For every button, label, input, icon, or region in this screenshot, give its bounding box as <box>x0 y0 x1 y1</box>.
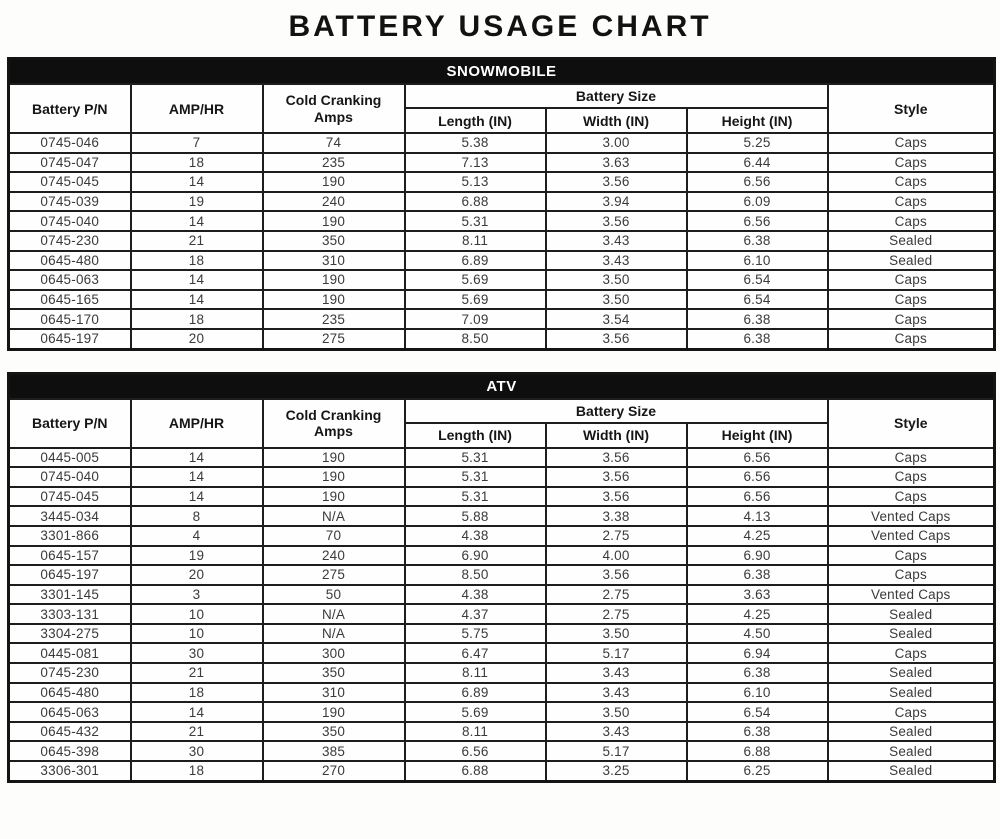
atv-table-body <box>9 448 995 782</box>
table-cell: 0745-230 <box>9 663 131 683</box>
table-cell: Vented Caps <box>828 506 995 526</box>
table-row <box>9 585 995 605</box>
table-cell: 4.38 <box>405 585 546 605</box>
table-cell: 74 <box>263 133 405 153</box>
table-cell: 3.43 <box>546 663 687 683</box>
table-cell: 3.25 <box>546 761 687 781</box>
table-cell: 18 <box>131 153 263 173</box>
snowmobile-table <box>7 57 996 351</box>
table-cell: 6.88 <box>405 761 546 781</box>
table-row <box>9 506 995 526</box>
table-cell: 8.50 <box>405 565 546 585</box>
col-header-width: Width (IN) <box>546 423 687 448</box>
table-cell: Sealed <box>828 251 995 271</box>
table-cell: 3.54 <box>546 309 687 329</box>
table-cell: 3.43 <box>546 251 687 271</box>
table-cell: 0645-398 <box>9 741 131 761</box>
table-cell: 240 <box>263 192 405 212</box>
table-cell: 14 <box>131 487 263 507</box>
table-cell: 10 <box>131 624 263 644</box>
col-header-cold-cranking-amps: Cold Cranking Amps <box>263 84 405 133</box>
table-cell: 3.56 <box>546 329 687 349</box>
table-cell: Caps <box>828 546 995 566</box>
table-cell: Sealed <box>828 231 995 251</box>
table-cell: 190 <box>263 290 405 310</box>
table-row <box>9 546 995 566</box>
table-row <box>9 663 995 683</box>
table-cell: Caps <box>828 211 995 231</box>
table-cell: 0745-230 <box>9 231 131 251</box>
table-cell: 5.88 <box>405 506 546 526</box>
table-cell: 6.56 <box>687 467 828 487</box>
table-cell: 235 <box>263 309 405 329</box>
table-cell: 6.38 <box>687 231 828 251</box>
col-header-style: Style <box>828 399 995 448</box>
table-cell: 4.00 <box>546 546 687 566</box>
table-cell: 21 <box>131 663 263 683</box>
table-cell: 0745-045 <box>9 487 131 507</box>
table-cell: 6.94 <box>687 643 828 663</box>
table-cell: 3.50 <box>546 290 687 310</box>
table-row <box>9 761 995 781</box>
table-cell: 275 <box>263 565 405 585</box>
table-cell: 190 <box>263 702 405 722</box>
table-cell: 350 <box>263 722 405 742</box>
table-cell: 6.09 <box>687 192 828 212</box>
table-cell: 190 <box>263 211 405 231</box>
table-cell: Vented Caps <box>828 585 995 605</box>
table-cell: 6.54 <box>687 290 828 310</box>
table-cell: 3303-131 <box>9 604 131 624</box>
table-cell: 275 <box>263 329 405 349</box>
table-cell: 8.11 <box>405 231 546 251</box>
table-cell: 5.31 <box>405 467 546 487</box>
table-cell: 3445-034 <box>9 506 131 526</box>
page-title: BATTERY USAGE CHART <box>288 10 712 43</box>
table-cell: 3.56 <box>546 172 687 192</box>
table-cell: N/A <box>263 624 405 644</box>
table-cell: Sealed <box>828 604 995 624</box>
table-row <box>9 526 995 546</box>
table-cell: 235 <box>263 153 405 173</box>
col-header-length: Length (IN) <box>405 423 546 448</box>
table-row <box>9 172 995 192</box>
table-cell: 6.44 <box>687 153 828 173</box>
table-cell: N/A <box>263 604 405 624</box>
table-cell: 0745-045 <box>9 172 131 192</box>
atv-header-row-top <box>9 399 995 423</box>
table-cell: Sealed <box>828 722 995 742</box>
table-cell: 5.69 <box>405 702 546 722</box>
table-cell: 3.63 <box>546 153 687 173</box>
table-cell: 4.37 <box>405 604 546 624</box>
table-cell: 0445-005 <box>9 448 131 468</box>
table-cell: 7.09 <box>405 309 546 329</box>
table-row <box>9 153 995 173</box>
table-cell: 20 <box>131 565 263 585</box>
table-cell: 3.43 <box>546 231 687 251</box>
table-cell: 3301-866 <box>9 526 131 546</box>
table-row <box>9 251 995 271</box>
table-cell: 8.11 <box>405 663 546 683</box>
table-cell: 19 <box>131 546 263 566</box>
table-cell: Sealed <box>828 741 995 761</box>
table-cell: 30 <box>131 741 263 761</box>
table-cell: 6.89 <box>405 683 546 703</box>
col-header-cold-cranking-amps: Cold Cranking Amps <box>263 399 405 448</box>
table-cell: 21 <box>131 231 263 251</box>
table-cell: 190 <box>263 448 405 468</box>
table-cell: 20 <box>131 329 263 349</box>
table-cell: 3.56 <box>546 448 687 468</box>
table-cell: Sealed <box>828 683 995 703</box>
table-cell: Caps <box>828 329 995 349</box>
table-row <box>9 722 995 742</box>
table-cell: 5.13 <box>405 172 546 192</box>
table-cell: Caps <box>828 133 995 153</box>
table-cell: 190 <box>263 487 405 507</box>
table-cell: 0745-047 <box>9 153 131 173</box>
table-cell: Caps <box>828 448 995 468</box>
table-cell: 14 <box>131 290 263 310</box>
table-cell: 14 <box>131 448 263 468</box>
table-cell: 4.13 <box>687 506 828 526</box>
table-cell: 3 <box>131 585 263 605</box>
table-cell: 0645-157 <box>9 546 131 566</box>
table-cell: 3.94 <box>546 192 687 212</box>
table-row <box>9 270 995 290</box>
table-row <box>9 702 995 722</box>
table-cell: 3.00 <box>546 133 687 153</box>
tables-container <box>7 57 993 783</box>
table-cell: 0445-081 <box>9 643 131 663</box>
col-header-height: Height (IN) <box>687 423 828 448</box>
table-row <box>9 487 995 507</box>
col-header-amp-hr: AMP/HR <box>131 84 263 133</box>
table-cell: 0645-197 <box>9 565 131 585</box>
table-cell: 3.50 <box>546 624 687 644</box>
table-cell: 385 <box>263 741 405 761</box>
table-cell: 190 <box>263 270 405 290</box>
table-cell: 6.90 <box>687 546 828 566</box>
table-cell: 5.69 <box>405 290 546 310</box>
table-cell: 3.43 <box>546 683 687 703</box>
table-cell: 3.56 <box>546 487 687 507</box>
table-row <box>9 231 995 251</box>
snowmobile-table-body <box>9 133 995 349</box>
table-cell: 4.38 <box>405 526 546 546</box>
table-cell: Caps <box>828 192 995 212</box>
table-cell: 8.50 <box>405 329 546 349</box>
table-cell: 6.56 <box>405 741 546 761</box>
table-cell: 30 <box>131 643 263 663</box>
table-cell: 14 <box>131 702 263 722</box>
table-cell: 5.17 <box>546 741 687 761</box>
table-cell: 18 <box>131 761 263 781</box>
table-cell: 5.31 <box>405 448 546 468</box>
table-row <box>9 467 995 487</box>
table-cell: 0645-480 <box>9 251 131 271</box>
col-header-width: Width (IN) <box>546 108 687 133</box>
table-cell: 19 <box>131 192 263 212</box>
table-cell: 10 <box>131 604 263 624</box>
table-cell: 240 <box>263 546 405 566</box>
table-cell: Caps <box>828 309 995 329</box>
table-cell: Vented Caps <box>828 526 995 546</box>
snowmobile-band-row <box>9 59 995 85</box>
table-cell: 6.88 <box>687 741 828 761</box>
table-row <box>9 683 995 703</box>
table-cell: 6.38 <box>687 722 828 742</box>
table-cell: 300 <box>263 643 405 663</box>
table-cell: 0645-063 <box>9 702 131 722</box>
table-cell: 0645-197 <box>9 329 131 349</box>
table-cell: 6.88 <box>405 192 546 212</box>
table-row <box>9 448 995 468</box>
table-cell: 3.38 <box>546 506 687 526</box>
table-cell: 310 <box>263 683 405 703</box>
table-cell: 5.38 <box>405 133 546 153</box>
table-row <box>9 290 995 310</box>
table-cell: 6.38 <box>687 329 828 349</box>
table-row <box>9 211 995 231</box>
col-header-battery-pn: Battery P/N <box>9 84 131 133</box>
table-cell: Caps <box>828 153 995 173</box>
table-cell: 2.75 <box>546 526 687 546</box>
table-row <box>9 643 995 663</box>
table-cell: 0745-040 <box>9 211 131 231</box>
table-cell: 0745-046 <box>9 133 131 153</box>
table-cell: 2.75 <box>546 585 687 605</box>
col-header-battery-size: Battery Size <box>405 84 828 108</box>
table-row <box>9 309 995 329</box>
atv-table <box>7 372 996 783</box>
col-header-length: Length (IN) <box>405 108 546 133</box>
table-cell: 5.69 <box>405 270 546 290</box>
table-cell: 50 <box>263 585 405 605</box>
table-cell: 6.25 <box>687 761 828 781</box>
table-cell: 18 <box>131 309 263 329</box>
table-cell: 6.56 <box>687 487 828 507</box>
table-cell: 3.63 <box>687 585 828 605</box>
table-cell: 6.38 <box>687 309 828 329</box>
table-cell: 2.75 <box>546 604 687 624</box>
table-cell: 7.13 <box>405 153 546 173</box>
table-cell: Caps <box>828 290 995 310</box>
table-cell: Caps <box>828 702 995 722</box>
table-cell: Sealed <box>828 761 995 781</box>
table-cell: Caps <box>828 172 995 192</box>
col-header-style: Style <box>828 84 995 133</box>
snowmobile-table-title: SNOWMOBILE <box>9 59 995 85</box>
table-cell: 0645-480 <box>9 683 131 703</box>
table-cell: 270 <box>263 761 405 781</box>
table-cell: 350 <box>263 663 405 683</box>
col-header-height: Height (IN) <box>687 108 828 133</box>
table-cell: 14 <box>131 211 263 231</box>
col-header-battery-size: Battery Size <box>405 399 828 423</box>
table-cell: 3.56 <box>546 211 687 231</box>
table-row <box>9 741 995 761</box>
atv-band-row <box>9 373 995 399</box>
table-cell: 5.75 <box>405 624 546 644</box>
table-cell: 21 <box>131 722 263 742</box>
table-cell: 6.56 <box>687 172 828 192</box>
table-cell: 6.10 <box>687 251 828 271</box>
table-cell: 0745-040 <box>9 467 131 487</box>
table-cell: Caps <box>828 565 995 585</box>
table-cell: Sealed <box>828 663 995 683</box>
table-row <box>9 133 995 153</box>
table-cell: 4.50 <box>687 624 828 644</box>
table-cell: 6.56 <box>687 211 828 231</box>
table-cell: 5.31 <box>405 487 546 507</box>
table-cell: 5.31 <box>405 211 546 231</box>
table-row <box>9 604 995 624</box>
col-header-amp-hr: AMP/HR <box>131 399 263 448</box>
table-cell: Caps <box>828 270 995 290</box>
table-cell: 3.50 <box>546 270 687 290</box>
table-cell: 0645-165 <box>9 290 131 310</box>
table-cell: 0645-432 <box>9 722 131 742</box>
table-cell: 8 <box>131 506 263 526</box>
table-cell: 14 <box>131 467 263 487</box>
atv-table-title: ATV <box>9 373 995 399</box>
table-cell: 5.17 <box>546 643 687 663</box>
table-cell: 6.38 <box>687 663 828 683</box>
table-cell: Sealed <box>828 624 995 644</box>
table-cell: 0645-063 <box>9 270 131 290</box>
table-row <box>9 624 995 644</box>
table-cell: 4.25 <box>687 604 828 624</box>
table-cell: 6.89 <box>405 251 546 271</box>
table-cell: 5.25 <box>687 133 828 153</box>
table-cell: 6.54 <box>687 270 828 290</box>
table-cell: 6.38 <box>687 565 828 585</box>
table-cell: 3306-301 <box>9 761 131 781</box>
table-cell: 3304-275 <box>9 624 131 644</box>
table-cell: 3.56 <box>546 467 687 487</box>
table-cell: 3.56 <box>546 565 687 585</box>
table-cell: 6.56 <box>687 448 828 468</box>
table-cell: Caps <box>828 487 995 507</box>
table-cell: 3.50 <box>546 702 687 722</box>
table-cell: 6.54 <box>687 702 828 722</box>
table-cell: 4.25 <box>687 526 828 546</box>
table-cell: 6.10 <box>687 683 828 703</box>
table-cell: 0645-170 <box>9 309 131 329</box>
table-cell: 18 <box>131 683 263 703</box>
table-cell: 310 <box>263 251 405 271</box>
table-cell: Caps <box>828 643 995 663</box>
table-cell: 6.47 <box>405 643 546 663</box>
table-cell: 6.90 <box>405 546 546 566</box>
table-cell: 70 <box>263 526 405 546</box>
table-cell: 190 <box>263 172 405 192</box>
table-cell: 18 <box>131 251 263 271</box>
table-cell: 4 <box>131 526 263 546</box>
table-cell: 14 <box>131 172 263 192</box>
table-cell: 3.43 <box>546 722 687 742</box>
table-cell: Caps <box>828 467 995 487</box>
table-row <box>9 329 995 349</box>
table-cell: 8.11 <box>405 722 546 742</box>
table-row <box>9 192 995 212</box>
table-cell: 190 <box>263 467 405 487</box>
table-cell: 14 <box>131 270 263 290</box>
table-cell: 0745-039 <box>9 192 131 212</box>
col-header-battery-pn: Battery P/N <box>9 399 131 448</box>
table-row <box>9 565 995 585</box>
table-cell: 3301-145 <box>9 585 131 605</box>
table-cell: 7 <box>131 133 263 153</box>
table-cell: N/A <box>263 506 405 526</box>
snowmobile-header-row-top <box>9 84 995 108</box>
table-cell: 350 <box>263 231 405 251</box>
